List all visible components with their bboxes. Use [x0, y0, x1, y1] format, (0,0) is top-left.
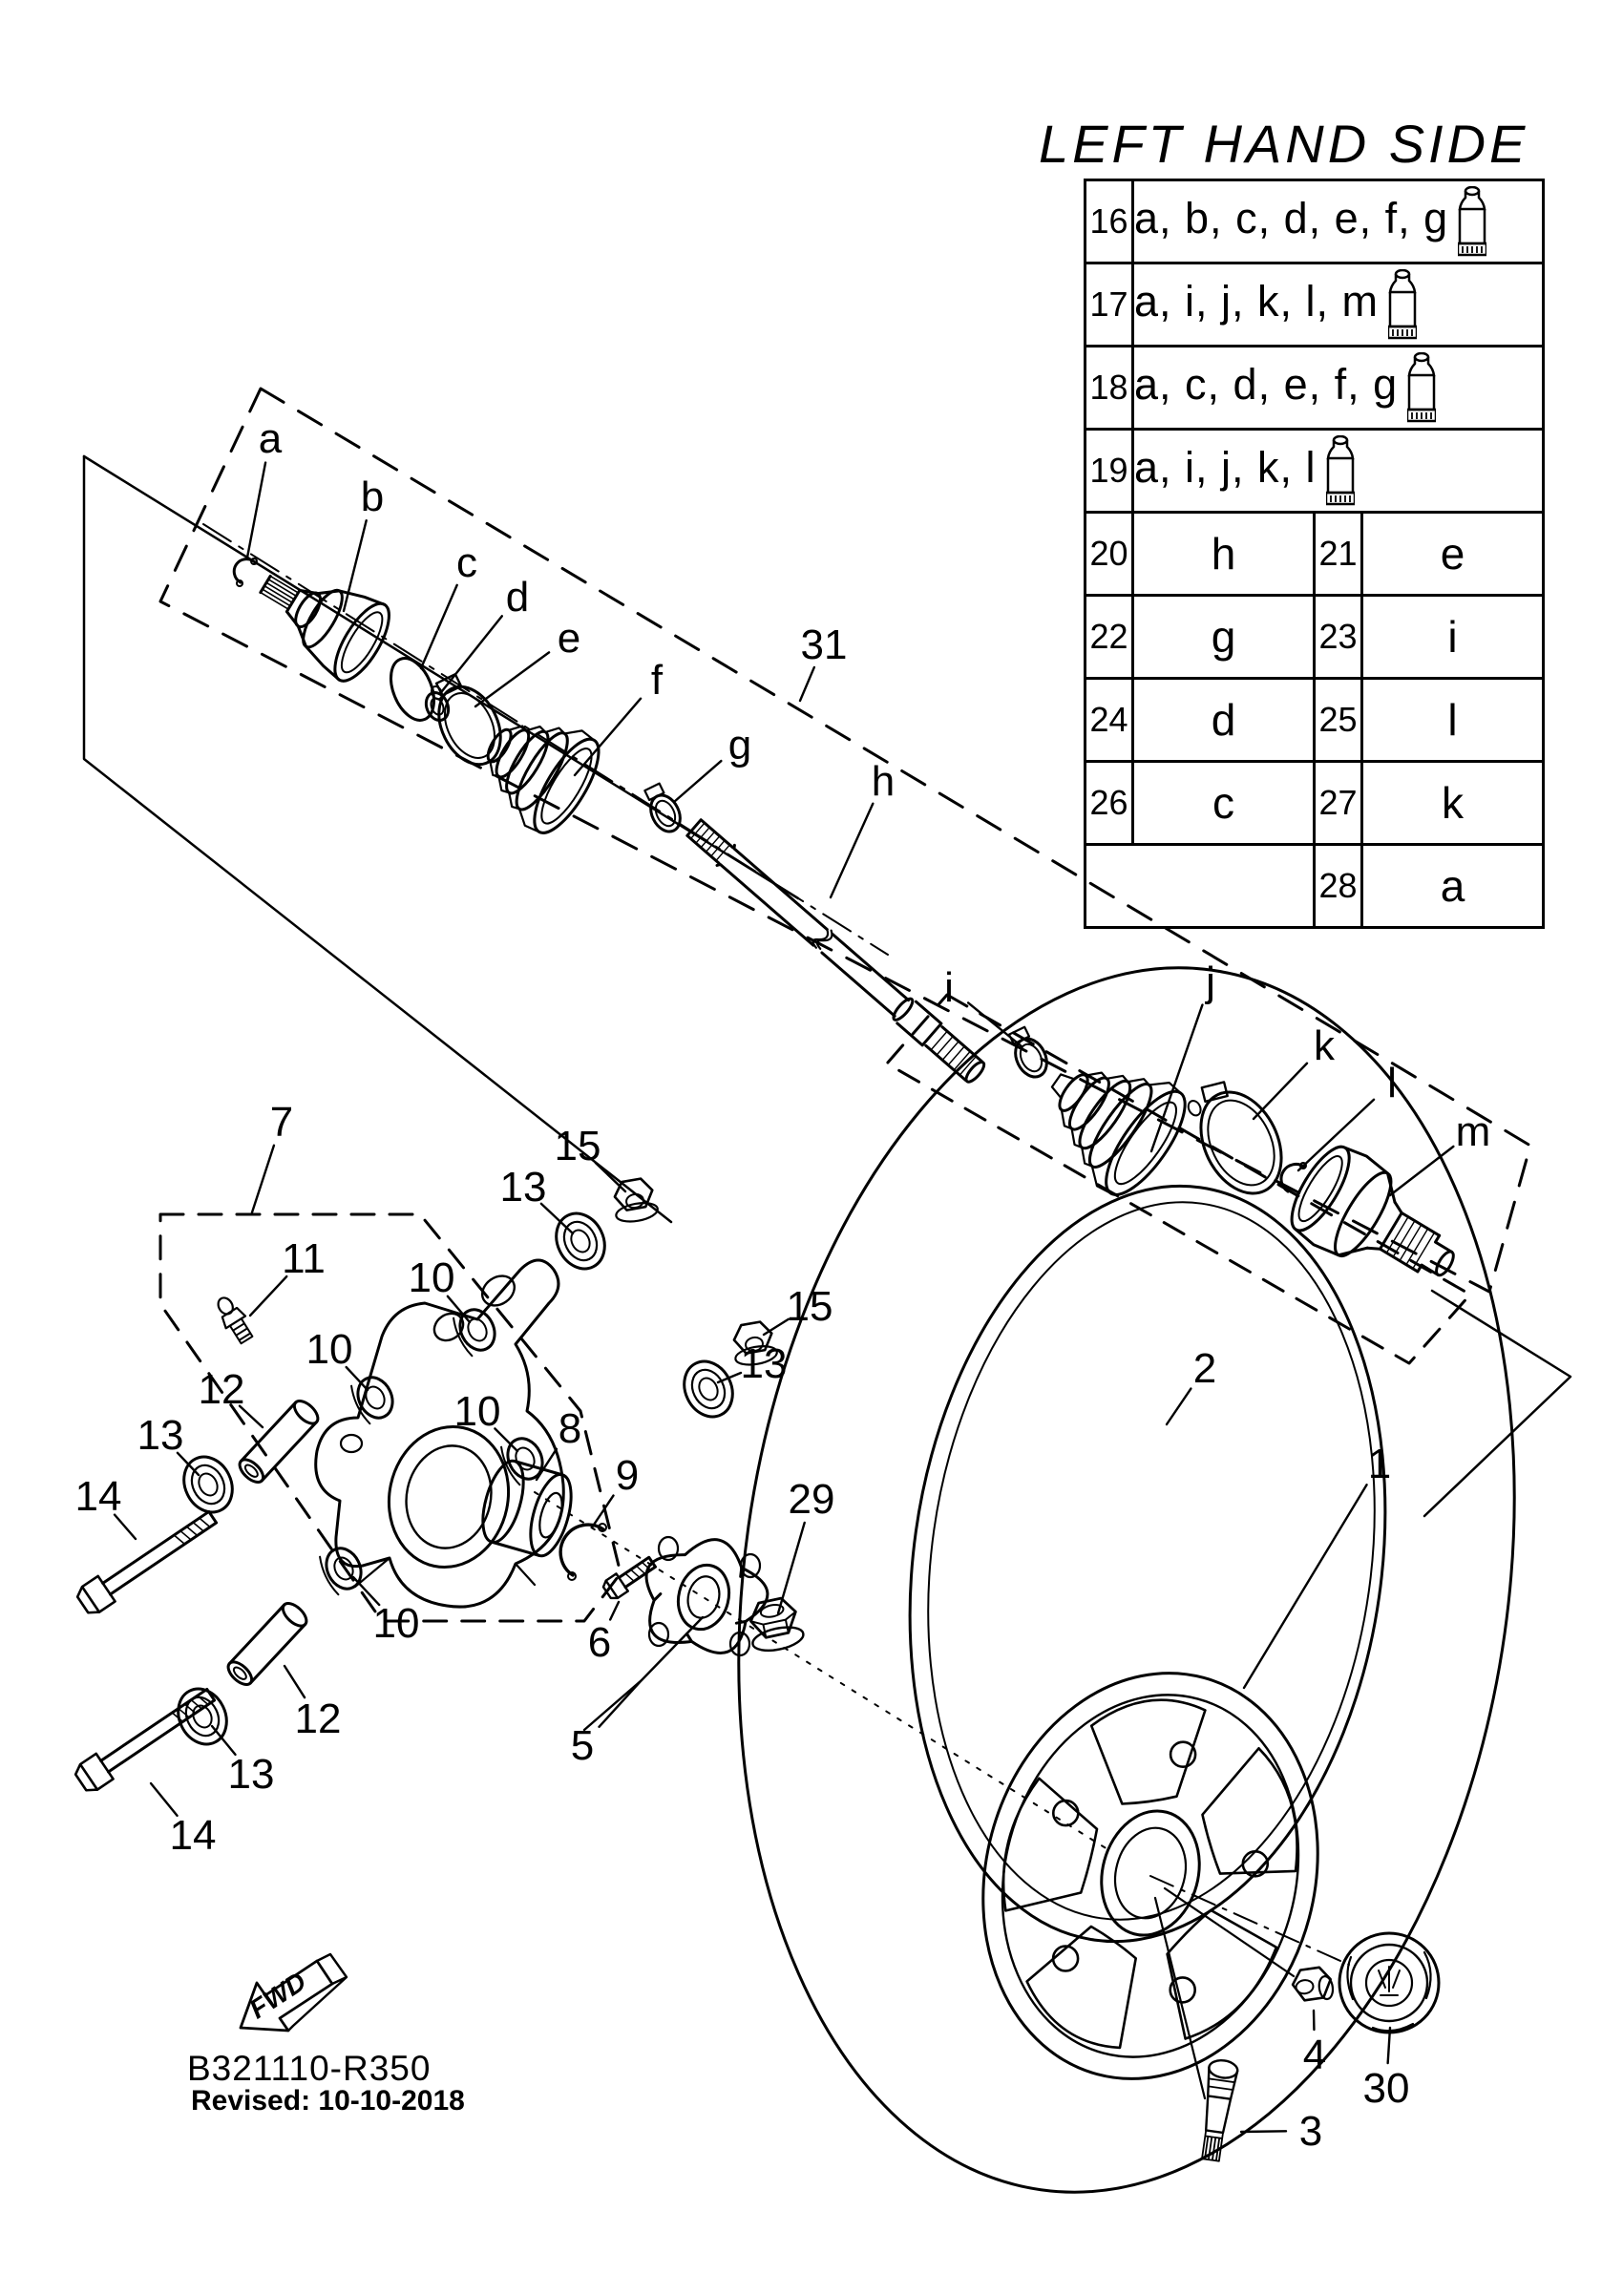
callout-leader-h: [831, 804, 873, 897]
bolt-14-b: [73, 1682, 220, 1795]
bushing-10-d: [317, 1543, 368, 1596]
table-row-16: [1086, 180, 1544, 263]
callout-leader-d: [442, 616, 502, 691]
row-number: 19: [1086, 430, 1133, 513]
row-number: 24: [1086, 679, 1133, 762]
rim-lug-hole: [1053, 1801, 1078, 1825]
callout-label-14: 14: [169, 1812, 217, 1859]
grease-tube-icon: [1388, 269, 1417, 340]
row-letters: [1133, 180, 1544, 263]
callout-label-3: 3: [1298, 2108, 1323, 2155]
empty-cell: [1086, 845, 1315, 928]
rim-spoke-window: [1027, 1927, 1136, 2048]
row-number: 23: [1315, 596, 1362, 679]
valve-stem-3: [1196, 2058, 1238, 2161]
callout-label-7: 7: [269, 1099, 294, 1146]
callout-label-l: l: [1387, 1060, 1397, 1106]
rim-spoke-window: [1203, 1748, 1297, 1873]
boot-cap-c: [383, 652, 443, 727]
row-letter: c: [1133, 762, 1315, 845]
table-row-19: [1086, 430, 1544, 513]
callout-leader-6: [610, 1602, 619, 1620]
axle-centerline: [203, 524, 888, 955]
row-number: 25: [1315, 679, 1362, 762]
row-number: 27: [1315, 762, 1362, 845]
callout-label-13: 13: [137, 1412, 184, 1459]
callout-leader-k: [1254, 1064, 1307, 1119]
callout-leader-e: [475, 652, 549, 706]
callout-label-2: 2: [1192, 1345, 1217, 1392]
callout-label-10: 10: [306, 1326, 353, 1373]
callout-leader-g: [674, 761, 721, 802]
row-letters: [1133, 263, 1544, 347]
callout-label-11: 11: [282, 1235, 326, 1282]
callout-leader-31: [800, 667, 814, 701]
callout-label-29: 29: [788, 1476, 835, 1523]
callout-leader-5: [600, 1680, 642, 1727]
diagram-revision-date: Revised: 10-10-2018: [191, 2085, 465, 2117]
row-letter: k: [1362, 762, 1544, 845]
bushing-10-a: [451, 1304, 501, 1358]
callout-leader-f: [575, 699, 641, 775]
lug-nut-leader: [1165, 1888, 1294, 1976]
table-row-17: [1086, 263, 1544, 347]
callout-label-14: 14: [74, 1473, 122, 1520]
table-row-28: [1086, 845, 1544, 928]
callout-label-d: d: [505, 574, 530, 621]
row-number: 16: [1086, 180, 1133, 263]
fwd-arrow: [241, 1954, 347, 2031]
wheel-hub-5: [646, 1537, 768, 1655]
outer-boot-j: [1021, 1029, 1200, 1208]
row-number: 17: [1086, 263, 1133, 347]
callout-label-f: f: [650, 657, 664, 704]
row-number: 26: [1086, 762, 1133, 845]
snap-ring-9: [560, 1524, 606, 1580]
callout-label-9: 9: [615, 1452, 640, 1499]
tire-2: [663, 917, 1591, 2243]
table-row-22-23: [1086, 596, 1544, 679]
letters-text: a, c, d, e, f, g: [1134, 359, 1399, 409]
callout-label-6: 6: [587, 1619, 612, 1666]
seal-13-a: [547, 1206, 613, 1277]
callout-leader-1: [1244, 1485, 1367, 1688]
callout-label-1: 1: [1367, 1441, 1392, 1487]
row-letter: i: [1362, 596, 1544, 679]
callout-leader-7: [252, 1146, 274, 1212]
rim-spoke-window: [1003, 1779, 1097, 1911]
row-number: 20: [1086, 513, 1133, 596]
row-letter: e: [1362, 513, 1544, 596]
rim-spoke-window: [1091, 1700, 1205, 1804]
callout-leader-3: [1241, 2131, 1286, 2132]
rim-spoke-window: [1168, 1910, 1276, 2039]
callout-leader-2: [1167, 1389, 1191, 1424]
grease-tube-icon: [1407, 352, 1436, 423]
row-letter: l: [1362, 679, 1544, 762]
callout-label-m: m: [1455, 1108, 1491, 1155]
callout-label-13: 13: [740, 1340, 788, 1387]
table-row-20-21: [1086, 513, 1544, 596]
callout-leader-c: [421, 585, 457, 668]
letters-text: a, i, j, k, l: [1134, 442, 1317, 492]
callout-label-30: 30: [1362, 2065, 1410, 2112]
callout-label-8: 8: [558, 1405, 582, 1452]
table-row-26-27: [1086, 762, 1544, 845]
grease-tube-icon: [1458, 186, 1486, 257]
page-title: LEFT HAND SIDE: [1039, 114, 1529, 174]
row-letter: h: [1133, 513, 1315, 596]
callout-leader-a: [247, 463, 265, 558]
callout-leader-m: [1390, 1147, 1453, 1195]
boot-band-g: [641, 781, 686, 836]
letters-text: a, b, c, d, e, f, g: [1134, 193, 1449, 242]
row-letter: a: [1362, 845, 1544, 928]
lug-nut-4: [1291, 1966, 1334, 2003]
row-number: 22: [1086, 596, 1133, 679]
table-row-18: [1086, 347, 1544, 430]
grease-nipple-11: [211, 1293, 256, 1346]
center-cap-30: [1339, 1933, 1439, 2033]
callout-label-13: 13: [499, 1164, 547, 1211]
callout-label-12: 12: [294, 1696, 342, 1742]
row-number: 18: [1086, 347, 1133, 430]
callout-label-h: h: [871, 758, 896, 805]
inner-boot-f: [464, 694, 611, 843]
row-number: 21: [1315, 513, 1362, 596]
callout-label-a: a: [258, 415, 283, 462]
callout-label-k: k: [1314, 1022, 1335, 1069]
letters-text: a, i, j, k, l, m: [1134, 276, 1380, 326]
callout-label-12: 12: [198, 1366, 245, 1413]
callout-label-15: 15: [554, 1123, 601, 1169]
bolt-14-a: [74, 1505, 221, 1617]
callout-label-15: 15: [786, 1283, 833, 1330]
outer-joint-kit-boundary: [887, 995, 1470, 1363]
parts-reference-table: [1084, 179, 1545, 929]
callout-label-13: 13: [227, 1751, 275, 1798]
seal-13-b: [675, 1354, 741, 1425]
snap-ring-a: [234, 558, 257, 586]
row-letters: [1133, 347, 1544, 430]
row-letters: [1133, 430, 1544, 513]
boot-band-i: [1004, 1024, 1052, 1083]
grease-tube-icon: [1326, 435, 1355, 506]
callout-leader-9: [592, 1496, 613, 1527]
callout-label-g: g: [727, 722, 752, 769]
callout-label-5: 5: [570, 1722, 595, 1769]
callout-label-4: 4: [1302, 2032, 1327, 2078]
callout-label-i: i: [944, 964, 954, 1011]
callout-label-10: 10: [408, 1254, 455, 1301]
callout-label-10: 10: [453, 1388, 501, 1435]
callout-label-j: j: [1206, 958, 1215, 1005]
callout-label-e: e: [557, 615, 581, 662]
table-row-24-25: [1086, 679, 1544, 762]
callout-leader-14: [151, 1783, 178, 1816]
hub-axis-dotted-line: [535, 1492, 1107, 1849]
row-number: 28: [1315, 845, 1362, 928]
callout-leader-l: [1298, 1100, 1374, 1170]
callout-leader-12: [285, 1666, 305, 1697]
callout-label-c: c: [456, 539, 477, 586]
plane-left-segment: [84, 456, 671, 1222]
row-letter: g: [1133, 596, 1315, 679]
callout-leader-15: [764, 1319, 789, 1335]
row-letter: d: [1133, 679, 1315, 762]
callout-label-10: 10: [372, 1600, 420, 1647]
collar-12-b: [224, 1599, 310, 1689]
callout-label-b: b: [360, 474, 385, 520]
callout-leader-11: [250, 1276, 286, 1316]
callout-label-31: 31: [800, 621, 848, 668]
diagram-part-number: B321110-R350: [187, 2049, 432, 2088]
hub-nut-29: [745, 1595, 806, 1654]
fwd-arrow-label: FWD: [243, 1966, 312, 2025]
callout-leader-29: [778, 1523, 805, 1613]
